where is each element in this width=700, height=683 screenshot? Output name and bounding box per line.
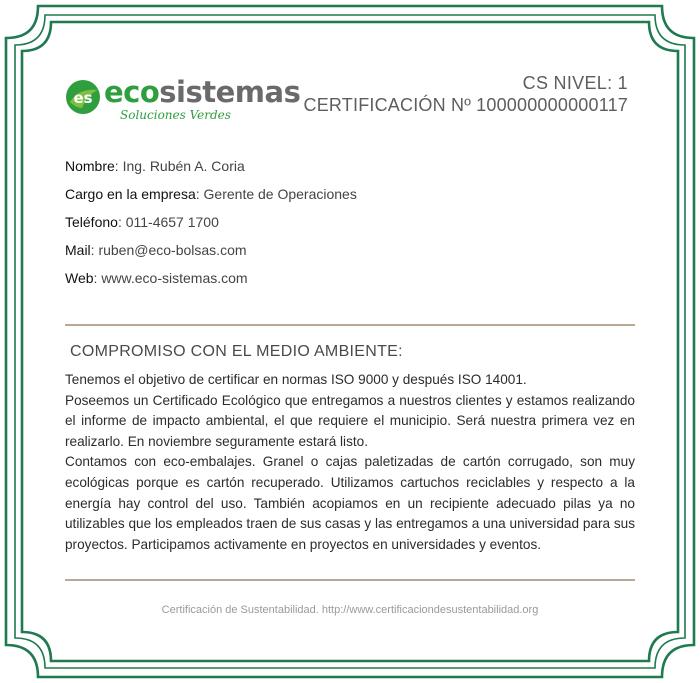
contact-info <box>65 155 357 295</box>
web-row <box>65 267 357 295</box>
commitment-title: COMPROMISO CON EL MEDIO AMBIENTE: <box>70 343 403 360</box>
mail-value: : ruben@eco-bolsas.com <box>90 242 247 258</box>
commitment-paragraph: Contamos con eco-embalajes. Granel o cajas paletizadas de cartón corrugado, son muy ecológicas porque es cartón recuperado. Utilizamos cartuchos reciclables y respecto a la energía hay control del uso. También acopiamos en un recipiente adecuado pilas ya no utilizables que los empleados traen de sus casas y las entregamos a una universidad para sus proyectos. Participamos activamente en proyectos en universidades y eventos. <box>65 454 635 552</box>
logo-mark-text: es <box>73 89 93 107</box>
footer-text: Certificación de Sustentabilidad. http://www.certificaciondesustentabilidad.org <box>161 604 539 616</box>
phone-row <box>65 211 357 239</box>
web-label: Web <box>65 270 94 286</box>
divider-bottom <box>65 579 635 581</box>
web-value: : www.eco-sistemas.com <box>93 270 248 286</box>
leaf-logo-icon <box>64 78 102 116</box>
commitment-paragraph: Tenemos el objetivo de certificar en normas ISO 9000 y después ISO 14001. <box>65 372 527 387</box>
mail-label: Mail <box>65 242 91 258</box>
certificate-level: CS NIVEL: 1 <box>522 73 628 93</box>
logo-word-eco: eco <box>104 75 160 109</box>
certificate-header <box>304 72 628 116</box>
name-label: Nombre <box>65 158 115 174</box>
certificate-number: CERTIFICACIÓN Nº 100000000000117 <box>303 95 628 115</box>
phone-value: : 011-4657 1700 <box>117 214 219 230</box>
role-row <box>65 183 357 211</box>
logo-word-sistemas: sistemas <box>159 75 301 109</box>
role-value: : Gerente de Operaciones <box>195 186 357 202</box>
commitment-text <box>65 370 635 555</box>
role-label: Cargo en la empresa <box>65 186 196 202</box>
logo-wordmark <box>104 76 300 108</box>
name-value: : Ing. Rubén A. Coria <box>114 158 245 174</box>
name-row <box>65 155 357 183</box>
phone-label: Teléfono <box>65 214 118 230</box>
commitment-paragraph: Poseemos un Certificado Ecológico que entregamos a nuestros clientes y estamos realizando el informe de impacto ambiental, el que requiere el municipio. Será nuestra primera vez en realizarlo. En noviembre seguramente estará listo. <box>65 392 635 449</box>
logo-tagline: Soluciones Verdes <box>120 108 231 122</box>
ecosistemas-logo <box>64 74 301 126</box>
mail-row <box>65 239 357 267</box>
divider-top <box>65 324 635 326</box>
